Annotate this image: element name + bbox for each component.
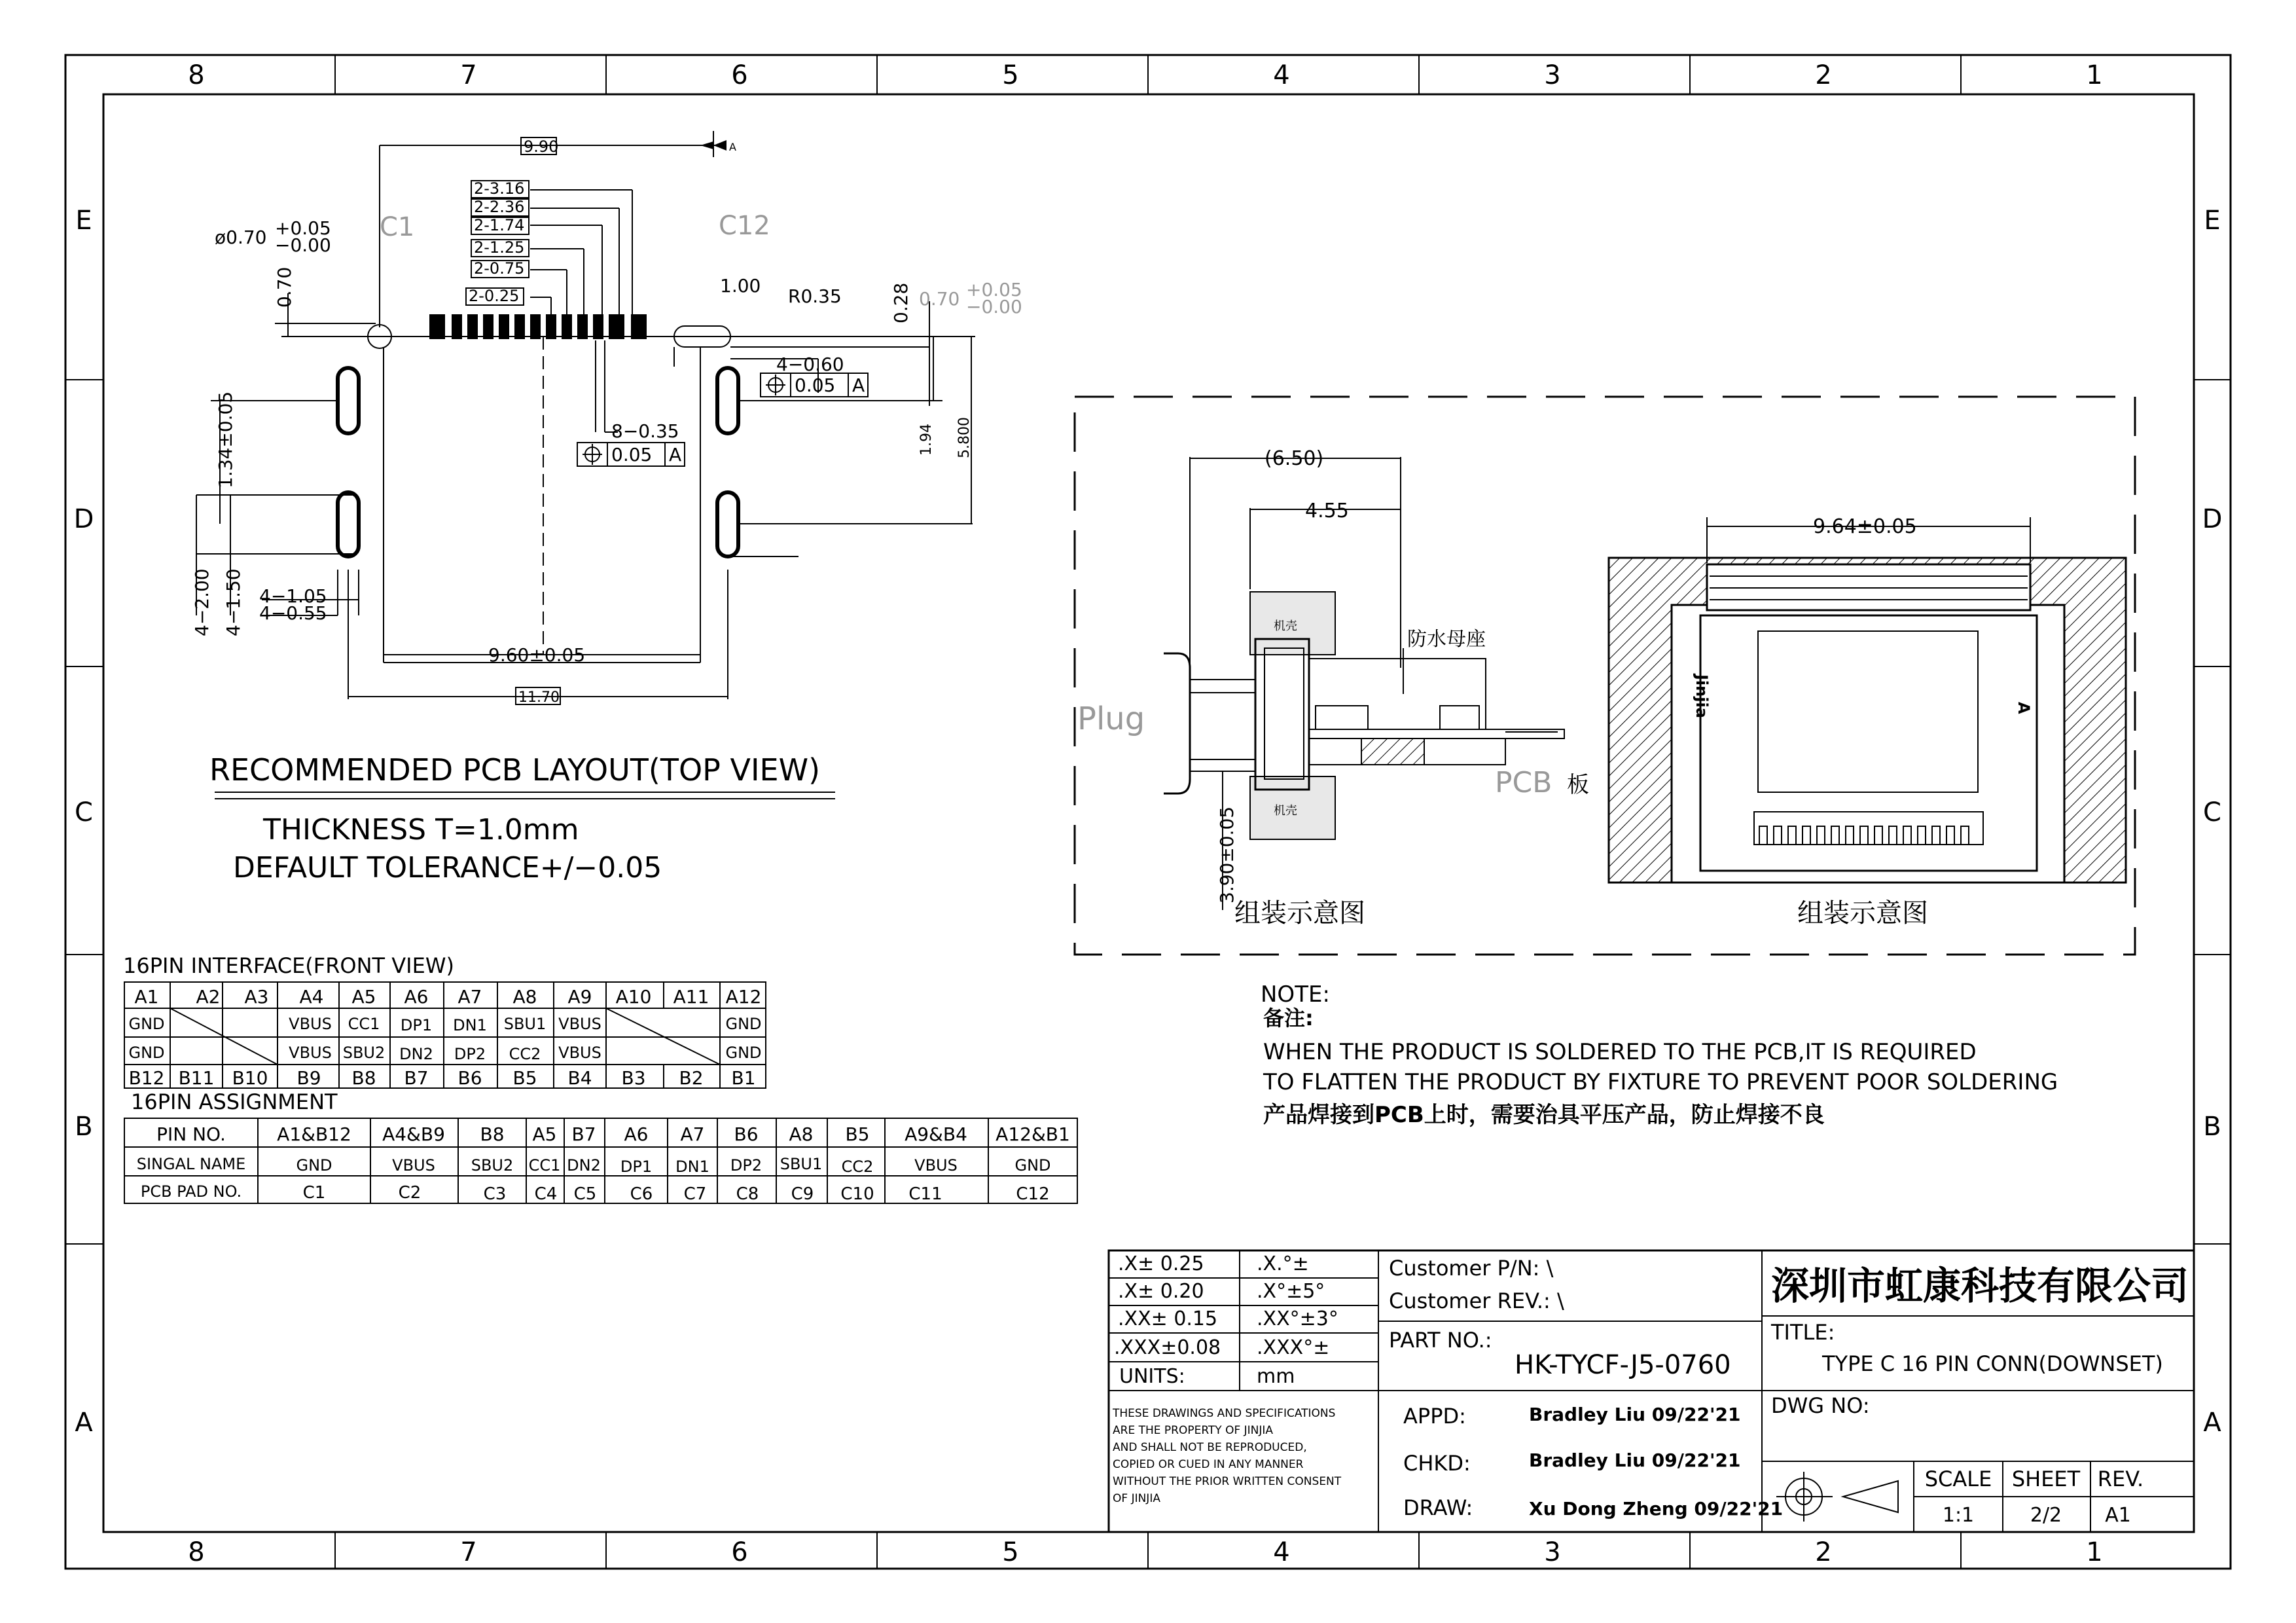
assembly-front-view [1609, 515, 2126, 928]
table-cell: B8 [351, 1067, 376, 1089]
dim-pitch: 2-0.75 [474, 259, 525, 278]
dim-960: 9.60±0.05 [488, 644, 586, 666]
row-label: E [2204, 206, 2221, 236]
dim-1170: 11.70 [518, 689, 560, 706]
dim-hole-dia: ø0.70 [215, 227, 267, 248]
table-cell: C9 [791, 1184, 814, 1204]
dim-194: 1.94 [918, 424, 935, 456]
title-label: TITLE: [1771, 1320, 1835, 1345]
table-cell: A9&B4 [905, 1123, 967, 1145]
assembly-caption-right: 组装示意图 [1797, 898, 1928, 928]
table-cell: VBUS [558, 1044, 601, 1062]
table-cell: GND [296, 1156, 332, 1175]
dim-028: 0.28 [890, 282, 912, 323]
dim-pitch: 2-1.74 [474, 216, 525, 234]
col-label: 5 [1002, 1537, 1019, 1567]
draw-label: DRAW: [1403, 1495, 1473, 1520]
pcb-label: PCB [1495, 766, 1552, 799]
dim-slot: 0.70 [274, 266, 295, 308]
projection-symbol-icon [1776, 1472, 1898, 1522]
dim-pitch: 2-3.16 [474, 179, 525, 198]
appd-value: Bradley Liu 09/22'21 [1529, 1404, 1741, 1425]
table-cell: PCB PAD NO. [140, 1182, 242, 1201]
company-name: 深圳市虹康科技有限公司 [1771, 1264, 2189, 1308]
table-cell: B12 [128, 1067, 165, 1089]
dwg-no-label: DWG NO: [1771, 1393, 1870, 1418]
dim-hole-tol: +0.05 [275, 217, 331, 239]
table-cell: SBU2 [342, 1044, 386, 1062]
tol-row: .X± 0.25 [1118, 1252, 1204, 1275]
table-cell: A5 [351, 986, 376, 1008]
table-cell: B1 [731, 1067, 756, 1089]
assembly-views [1075, 397, 2135, 955]
table-cell: B6 [457, 1067, 482, 1089]
table-cell: B5 [845, 1123, 870, 1145]
customer-rev: Customer REV.: \ [1389, 1288, 1564, 1313]
tol-value: 0.05 [611, 444, 653, 465]
col-label: 3 [1544, 1537, 1561, 1567]
drawing-title: TYPE C 16 PIN CONN(DOWNSET) [1822, 1351, 2163, 1376]
table-cell: A8 [789, 1123, 814, 1145]
dim-964: 9.64±0.05 [1813, 515, 1917, 538]
row-label: C [2203, 797, 2221, 828]
tol-value: 0.05 [795, 374, 836, 396]
pad-c1: C1 [380, 212, 415, 242]
table-cell: A4&B9 [382, 1123, 445, 1145]
disclaimer-line: AND SHALL NOT BE REPRODUCED, [1113, 1441, 1307, 1454]
tol-row: .XXX±0.08 [1114, 1336, 1221, 1359]
orientation-mark: A [2015, 702, 2033, 714]
table-cell: C4 [534, 1184, 558, 1204]
table-cell: VBUS [289, 1015, 332, 1033]
table-cell: B3 [621, 1067, 646, 1089]
table-cell: SBU1 [780, 1155, 823, 1173]
table-cell: B4 [567, 1067, 592, 1089]
pcb-pads [429, 314, 647, 339]
scale-label: SCALE [1924, 1467, 1992, 1491]
title-block [1109, 1250, 2194, 1532]
tol-row: .X± 0.20 [1118, 1280, 1204, 1303]
dim-4-150: 4−1.50 [223, 568, 244, 636]
table-cell: DN2 [567, 1156, 601, 1175]
table-cell: DP1 [400, 1016, 433, 1034]
table-cell: A6 [624, 1123, 649, 1145]
appd-label: APPD: [1403, 1404, 1466, 1429]
table-cell: A2 [196, 986, 221, 1008]
sheet-label: SHEET [2011, 1467, 2081, 1491]
housing-label: 机壳 [1274, 619, 1297, 633]
table-cell: A12 [725, 986, 762, 1008]
table-cell: B2 [679, 1067, 704, 1089]
sheet-value: 2/2 [2030, 1504, 2062, 1527]
table-cell: SBU1 [503, 1015, 547, 1033]
layout-tolerance: DEFAULT TOLERANCE+/−0.05 [233, 851, 662, 884]
table-cell: A7 [457, 986, 482, 1008]
pcb-layout-drawing [191, 131, 1022, 884]
table-cell: DP2 [730, 1156, 762, 1175]
tolerance-frame [577, 443, 685, 466]
dim-pitch: 2-2.36 [474, 198, 525, 216]
table-cell: GND [1014, 1156, 1051, 1175]
table-cell: VBUS [558, 1015, 601, 1033]
brand-mark: Jinjia [1693, 674, 1711, 718]
pcb-label-cn: 板 [1567, 772, 1589, 798]
table-cell: DN1 [453, 1016, 487, 1034]
table-cell: A11 [673, 986, 709, 1008]
disclaimer-line: OF JINJIA [1113, 1492, 1160, 1505]
col-label: 6 [731, 1537, 748, 1567]
table-cell: CC2 [841, 1158, 874, 1176]
plug-label: Plug [1077, 701, 1145, 737]
table-cell: A10 [615, 986, 652, 1008]
tol-row: .XXX°± [1257, 1336, 1330, 1359]
dim-390: 3.90±0.05 [1216, 806, 1238, 903]
dim-4-055: 4−0.55 [259, 602, 327, 624]
row-label: A [75, 1408, 93, 1438]
row-label: A [2203, 1408, 2221, 1438]
table-cell: C1 [302, 1183, 326, 1203]
tol-row: .X°±5° [1257, 1280, 1325, 1303]
note-line-3: 产品焊接到PCB上时，需要治具平压产品，防止焊接不良 [1263, 1102, 1825, 1128]
note-label-cn: 备注: [1263, 1006, 1314, 1030]
table-cell: B11 [178, 1067, 215, 1089]
table-cell: A1&B12 [277, 1123, 351, 1145]
table-cell: VBUS [914, 1156, 958, 1175]
tol-row: .X.°± [1257, 1252, 1309, 1275]
table-cell: C11 [908, 1184, 942, 1204]
pad-c12: C12 [719, 211, 770, 241]
table-cell: B9 [296, 1067, 321, 1089]
dim-overall: 9.90 [524, 137, 559, 156]
col-label: 1 [2086, 60, 2103, 90]
layout-thickness: THICKNESS T=1.0mm [263, 813, 579, 847]
disclaimer-line: COPIED OR CUED IN ANY MANNER [1113, 1458, 1304, 1471]
dim-r035: R0.35 [788, 285, 842, 307]
table-cell: B5 [512, 1067, 537, 1089]
dim-slot-tol: +0.05 [966, 279, 1022, 301]
table-cell: B7 [571, 1123, 596, 1145]
dim-5800: 5.800 [956, 417, 973, 458]
row-label: C [75, 797, 93, 828]
table-cell: B7 [404, 1067, 429, 1089]
col-label: 8 [188, 60, 205, 90]
col-label: 7 [460, 1537, 477, 1567]
table-cell: A9 [567, 986, 592, 1008]
table-cell: B6 [734, 1123, 759, 1145]
table-cell: C10 [840, 1184, 874, 1204]
row-label: D [73, 504, 94, 534]
row-label: E [75, 206, 92, 236]
col-label: 2 [1815, 1537, 1832, 1567]
note-line-2: TO FLATTEN THE PRODUCT BY FIXTURE TO PREVENT POOR SOLDERING [1263, 1069, 2058, 1095]
table-cell: GND [725, 1015, 762, 1033]
col-label: 8 [188, 1537, 205, 1567]
table-cell: A5 [532, 1123, 557, 1145]
table-cell: DP2 [454, 1045, 486, 1063]
rev-label: REV. [2097, 1467, 2144, 1491]
dim-455: 4.55 [1305, 500, 1349, 522]
table-cell: A8 [512, 986, 537, 1008]
row-label: D [2202, 504, 2223, 534]
interface-title: 16PIN INTERFACE(FRONT VIEW) [123, 953, 454, 978]
tolerance-frame [761, 373, 868, 397]
col-label: 2 [1815, 60, 1832, 90]
socket-label: 防水母座 [1407, 628, 1486, 651]
chkd-label: CHKD: [1403, 1451, 1471, 1476]
col-label: 5 [1002, 60, 1019, 90]
interface-table [123, 953, 766, 1089]
dim-4-060: 4−0.60 [776, 354, 844, 375]
disclaimer-line: THESE DRAWINGS AND SPECIFICATIONS [1113, 1407, 1336, 1420]
col-label: 1 [2086, 1537, 2103, 1567]
table-cell: SINGAL NAME [136, 1155, 246, 1173]
table-cell: VBUS [392, 1156, 435, 1175]
assignment-table [124, 1089, 1077, 1204]
table-cell: A7 [680, 1123, 705, 1145]
table-cell: C7 [683, 1184, 707, 1204]
table-cell: GND [128, 1044, 165, 1062]
table-cell: B10 [232, 1067, 268, 1089]
scale-value: 1:1 [1942, 1504, 1975, 1527]
col-label: 4 [1273, 1537, 1290, 1567]
table-cell: CC2 [509, 1045, 541, 1063]
datum-flag: A [729, 141, 736, 153]
dim-pitch: 2-1.25 [474, 238, 525, 257]
row-label: B [75, 1112, 93, 1142]
housing-label: 机壳 [1274, 804, 1297, 818]
dim-hole-tol: −0.00 [275, 234, 331, 256]
table-cell: VBUS [289, 1044, 332, 1062]
dim-100: 1.00 [720, 275, 761, 297]
tol-datum: A [669, 444, 682, 465]
units-value: mm [1257, 1365, 1295, 1388]
table-cell: PIN NO. [156, 1123, 226, 1145]
table-cell: C6 [630, 1184, 653, 1204]
draw-value: Xu Dong Zheng 09/22'21 [1529, 1498, 1784, 1520]
table-cell: A6 [404, 986, 429, 1008]
row-label: B [2203, 1112, 2221, 1142]
table-cell: C3 [483, 1184, 507, 1204]
table-cell: CC1 [348, 1015, 380, 1033]
units-label: UNITS: [1119, 1365, 1185, 1388]
col-label: 4 [1273, 60, 1290, 90]
dim-4-105: 4−1.05 [259, 585, 327, 607]
table-cell: SBU2 [471, 1156, 514, 1175]
table-cell: C8 [736, 1184, 759, 1204]
assignment-title: 16PIN ASSIGNMENT [131, 1089, 338, 1114]
table-cell: C5 [573, 1184, 597, 1204]
dim-slot-dia: 0.70 [919, 288, 960, 310]
table-cell: C2 [398, 1183, 422, 1203]
tol-row: .XX°±3° [1257, 1307, 1338, 1330]
col-label: 3 [1544, 60, 1561, 90]
col-label: 6 [731, 60, 748, 90]
dim-pitch: 2-0.25 [469, 287, 520, 305]
table-cell: DP1 [620, 1158, 653, 1176]
note-label: NOTE: [1261, 981, 1330, 1008]
rev-value: A1 [2105, 1504, 2131, 1527]
dim-134: 1.34±0.05 [215, 391, 236, 488]
table-cell: A4 [299, 986, 324, 1008]
table-cell: A1 [134, 986, 159, 1008]
table-cell: B8 [480, 1123, 505, 1145]
dim-8-035: 8−0.35 [611, 420, 679, 442]
disclaimer-line: ARE THE PROPERTY OF JINJIA [1113, 1424, 1274, 1437]
part-no: HK-TYCF-J5-0760 [1515, 1350, 1731, 1380]
tol-row: .XX± 0.15 [1118, 1307, 1218, 1330]
table-cell: GND [128, 1015, 165, 1033]
note-block [1261, 981, 2058, 1128]
note-line-1: WHEN THE PRODUCT IS SOLDERED TO THE PCB,IT IS REQUIRED [1263, 1039, 1977, 1065]
table-cell: GND [725, 1044, 762, 1062]
tol-datum: A [852, 374, 865, 396]
table-cell: C12 [1016, 1184, 1050, 1204]
table-cell: A12&B1 [996, 1123, 1070, 1145]
table-cell: A3 [244, 986, 269, 1008]
part-no-label: PART NO.: [1389, 1328, 1492, 1353]
assembly-side-view [1077, 447, 1589, 928]
customer-pn: Customer P/N: \ [1389, 1256, 1554, 1281]
table-cell: CC1 [528, 1156, 561, 1175]
dim-slot-tol: −0.00 [966, 296, 1022, 318]
table-cell: DN2 [399, 1045, 433, 1063]
col-label: 7 [460, 60, 477, 90]
table-cell: DN1 [675, 1158, 709, 1176]
dim-650: (6.50) [1265, 447, 1324, 470]
chkd-value: Bradley Liu 09/22'21 [1529, 1450, 1741, 1471]
dim-4-200: 4−2.00 [191, 568, 213, 636]
disclaimer-line: WITHOUT THE PRIOR WRITTEN CONSENT [1113, 1475, 1342, 1488]
assembly-caption-left: 组装示意图 [1234, 898, 1365, 928]
layout-title: RECOMMENDED PCB LAYOUT(TOP VIEW) [209, 752, 821, 788]
